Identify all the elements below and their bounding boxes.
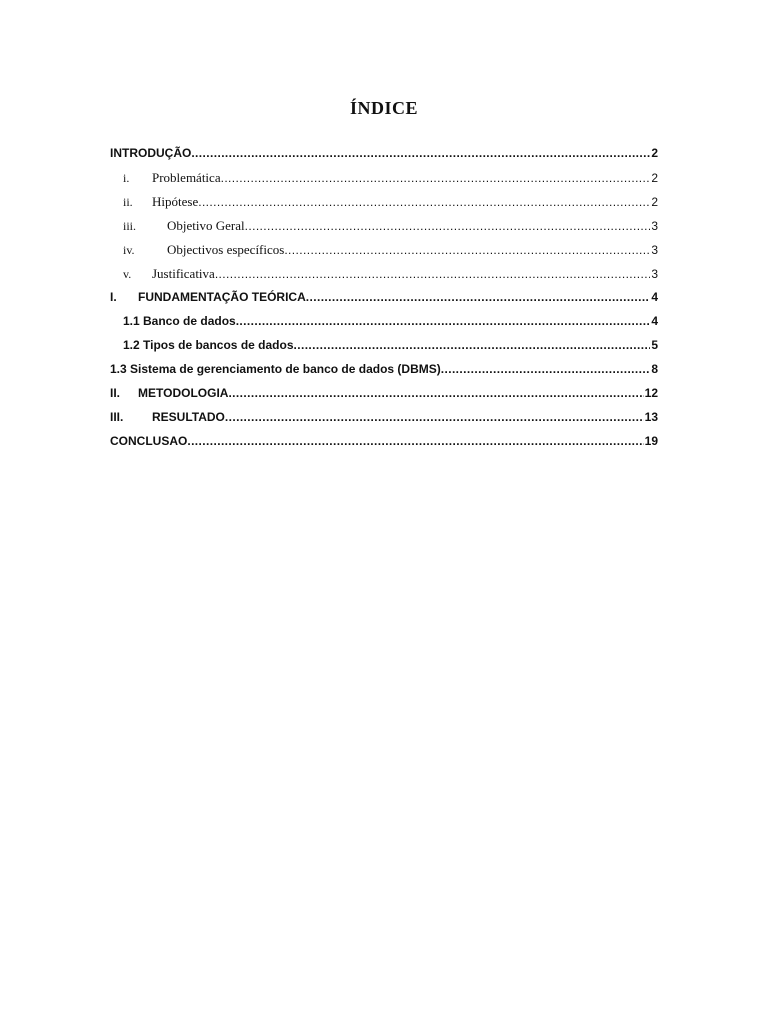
toc-entry-marker: iii. [123, 219, 137, 233]
toc-entry-label: Objetivo Geral [167, 218, 245, 233]
toc-entry-objectivos-especificos[interactable] [110, 242, 658, 266]
toc-entry-marker: III. [110, 410, 124, 424]
toc-entry-label: RESULTADO [152, 410, 225, 424]
dot-leader [221, 171, 651, 185]
toc-entry-hipotese[interactable] [110, 194, 658, 218]
toc-entry-page: 2 [651, 171, 658, 185]
toc-entry-page: 19 [644, 434, 658, 448]
toc-entry-tipos-de-bancos[interactable] [110, 338, 658, 362]
toc-entry-label: METODOLOGIA [138, 386, 229, 400]
dot-leader [215, 267, 650, 281]
toc-entry-marker: I. [110, 290, 117, 304]
toc-entry-marker: II. [110, 386, 121, 400]
toc-entry-resultado[interactable] [110, 410, 658, 434]
toc-entry-label: CONCLUSAO [110, 434, 188, 448]
toc-entry-marker: iv. [123, 243, 135, 257]
dot-leader [228, 386, 643, 400]
toc-entry-page: 3 [651, 219, 658, 233]
toc-entry-label: INTRODUÇÃO [110, 146, 192, 160]
toc-entry-marker: i. [123, 171, 130, 185]
toc-entry-label: 1.3 Sistema de gerenciamento de banco de dados (DBMS) [110, 362, 441, 376]
dot-leader [187, 434, 643, 448]
dot-leader [236, 314, 651, 328]
toc-entry-problematica[interactable] [110, 170, 658, 194]
toc-entry-label: Problemática [152, 170, 221, 185]
toc-entry-page: 4 [651, 314, 658, 328]
toc-entry-fundamentacao-teorica[interactable] [110, 290, 658, 314]
toc-entry-dbms[interactable] [110, 362, 658, 386]
toc-entry-page: 5 [651, 338, 658, 352]
toc-entry-label: Objectivos específicos [167, 242, 285, 257]
dot-leader [245, 219, 651, 233]
dot-leader [284, 243, 650, 257]
toc-entry-label: Hipótese [152, 194, 199, 209]
toc-entry-page: 3 [651, 243, 658, 257]
toc-entry-objetivo-geral[interactable] [110, 218, 658, 242]
toc-title: ÍNDICE [349, 98, 418, 118]
toc-entry-justificativa[interactable] [110, 266, 658, 290]
dot-leader [225, 410, 644, 424]
dot-leader [306, 290, 651, 304]
toc-entry-label: 1.2 Tipos de bancos de dados [123, 338, 294, 352]
toc-entry-conclusao[interactable] [110, 434, 658, 458]
dot-leader [294, 338, 651, 352]
toc-entry-page: 12 [644, 386, 658, 400]
toc-entry-introducao[interactable] [110, 146, 658, 170]
toc-entry-marker: ii. [123, 195, 133, 209]
toc-entry-page: 2 [651, 195, 658, 209]
table-of-contents [110, 146, 658, 458]
toc-entry-page: 4 [651, 290, 658, 304]
toc-entry-page: 13 [644, 410, 658, 424]
toc-entry-page: 2 [651, 146, 658, 160]
toc-entry-metodologia[interactable] [110, 386, 658, 410]
toc-entry-page: 8 [651, 362, 658, 376]
toc-entry-banco-de-dados[interactable] [110, 314, 658, 338]
toc-entry-marker: v. [123, 267, 132, 281]
toc-entry-label: FUNDAMENTAÇÃO TEÓRICA [138, 290, 306, 304]
dot-leader [198, 195, 650, 209]
toc-entry-label: Justificativa [152, 266, 215, 281]
dot-leader [191, 146, 650, 160]
dot-leader [441, 362, 651, 376]
toc-entry-label: 1.1 Banco de dados [123, 314, 236, 328]
toc-entry-page: 3 [651, 267, 658, 281]
